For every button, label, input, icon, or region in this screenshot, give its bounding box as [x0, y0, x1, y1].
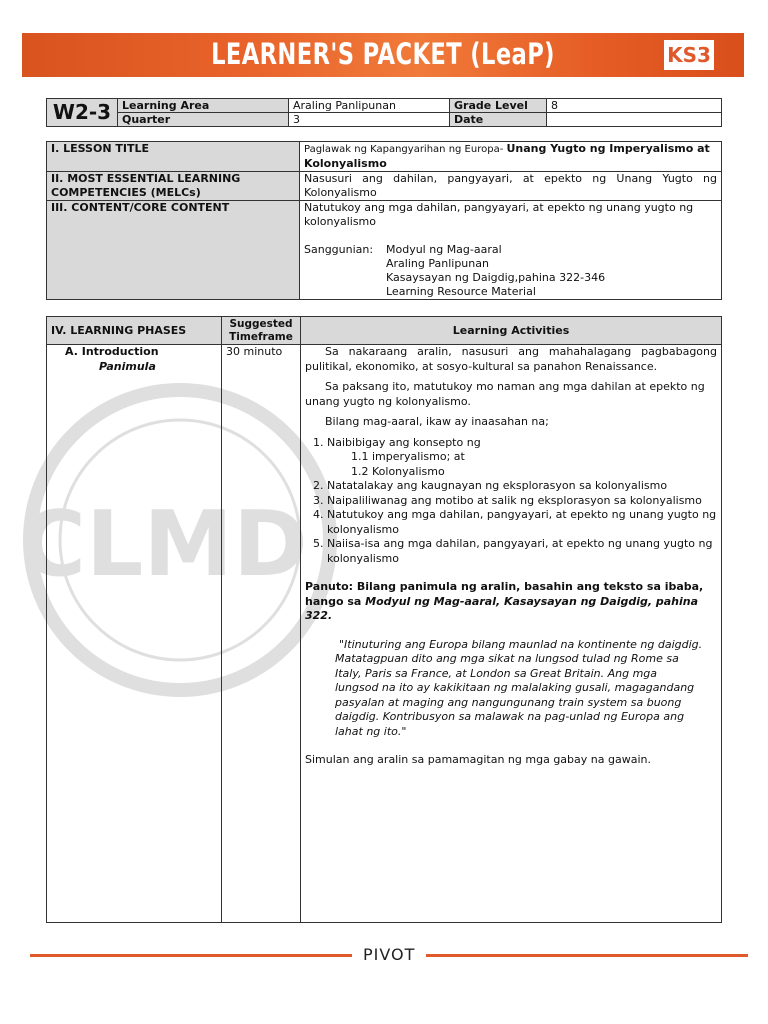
objective-item: 3. Naipaliliwanag ang motibo at salik ng eksplorasyon sa kolonyalismo: [327, 494, 717, 509]
week-code: W2-3: [47, 99, 118, 127]
ks3-badge: KS3: [664, 40, 714, 70]
lesson-title-bold: Unang Yugto ng Imperyalismo at Kolonyalismo: [304, 142, 710, 170]
learning-area-value: Araling Panlipunan: [289, 99, 450, 113]
sources-label: Sanggunian:: [304, 243, 374, 256]
pivot-logo: PIVOT: [363, 945, 416, 964]
timeframe-cell: 30 minuto: [222, 345, 301, 923]
content-cell: [300, 201, 722, 300]
banner-title: LEARNER'S PACKET (LeaP): [211, 37, 555, 71]
col-learning-activities: Learning Activities: [301, 317, 722, 345]
objectives-list: [327, 436, 717, 567]
phase-subtitle: Panimula: [99, 359, 156, 373]
melc-label: II. MOST ESSENTIAL LEARNING COMPETENCIES (MELCs): [47, 172, 300, 201]
header-table: [46, 98, 722, 127]
objective-subitem: 1.2 Kolonyalismo: [351, 464, 445, 478]
content-text: Natutukoy ang mga dahilan, pangyayari, at epekto ng unang yugto ng kolonyalismo: [304, 201, 694, 228]
source-item: Araling Panlipunan: [386, 257, 489, 270]
date-label: Date: [450, 113, 547, 127]
quarter-label: Quarter: [118, 113, 289, 127]
lesson-title: [300, 142, 722, 172]
date-value[interactable]: [547, 113, 722, 127]
header-banner: [22, 33, 744, 77]
phase-name: A. Introduction: [65, 345, 159, 358]
grade-level-label: Grade Level: [450, 99, 547, 113]
lesson-table: [46, 141, 722, 300]
footer-line-right: [426, 954, 748, 957]
objective-item: 5. Naiisa-isa ang mga dahilan, pangyayari, at epekto ng unang yugto ng kolonyalismo: [327, 537, 717, 566]
col-timeframe: Suggested Timeframe: [222, 317, 301, 345]
instruction: [305, 580, 717, 624]
grade-level-value: 8: [547, 99, 722, 113]
source-item: Modyul ng Mag-aaral: [386, 243, 502, 256]
source-item: Learning Resource Material: [386, 285, 536, 298]
svg-text:CLMD: CLMD: [20, 492, 308, 597]
sources-list: [386, 243, 605, 299]
objective-subitem: 1.1 imperyalismo; at: [351, 450, 465, 463]
expectation-paragraph: Bilang mag-aaral, ikaw ay inaasahan na;: [325, 415, 549, 428]
lesson-title-label: I. LESSON TITLE: [47, 142, 300, 172]
topic-paragraph: Sa paksang ito, matutukoy mo naman ang mga dahilan at epekto ng unang yugto ng kolonyalismo.: [305, 380, 705, 408]
objective-item: 4. Natutukoy ang mga dahilan, pangyayari, at epekto ng unang yugto ng kolonyalismo: [327, 508, 717, 537]
intro-paragraph: Sa nakaraang aralin, nasusuri ang mahahalagang pagbabagong pulitikal, ekonomiko, at sosyo-kultural sa panahon Renaissance.: [305, 345, 717, 373]
source-item: Kasaysayan ng Daigdig,pahina 322-346: [386, 271, 606, 284]
col-learning-phases: IV. LEARNING PHASES: [47, 317, 222, 345]
footer-line-left: [30, 954, 352, 957]
phase-cell: [47, 345, 222, 923]
content-label: III. CONTENT/CORE CONTENT: [47, 201, 300, 300]
sources-block: [304, 243, 717, 299]
activities-cell: [301, 345, 722, 923]
closing-text: Simulan ang aralin sa pamamagitan ng mga gabay na gawain.: [305, 753, 651, 766]
learning-area-label: Learning Area: [118, 99, 289, 113]
objective-item: 2. Natatalakay ang kaugnayan ng eksplorasyon sa kolonyalismo: [327, 479, 717, 494]
learning-phases-table: [46, 316, 722, 923]
objective-item: 1. Naibibigay ang konsepto ng 1.1 imperyalismo; at 1.2 Kolonyalismo: [327, 436, 717, 480]
melc-text: Nasusuri ang dahilan, pangyayari, at epekto ng Unang Yugto ng Kolonyalismo: [300, 172, 722, 201]
instruction-text: Panuto: Bilang panimula ng aralin, basahin ang teksto sa ibaba, hango sa: [305, 580, 704, 608]
instruction-source: Modyul ng Mag-aaral, Kasaysayan ng Daigdig, pahina 322.: [305, 594, 699, 622]
quarter-value: 3: [289, 113, 450, 127]
lesson-title-prefix: Paglawak ng Kapangyarihan ng Europa-: [304, 144, 507, 155]
reading-quote: "Itinuturing ang Europa bilang maunlad na kontinente ng daigdig. Matatagpuan dito ang mga sikat na lungsod tulad ng Rome sa Italy, Paris sa France, at London sa Great Britain. Ang mga lungsod na ito ay kakikitaan ng malalaking gusali, magagandang pasyalan at maging ang nangungunang train system sa buong daigdig. Kontribusyon sa malawak na pag-unlad ng Europa ang lahat ng ito.": [335, 637, 703, 738]
